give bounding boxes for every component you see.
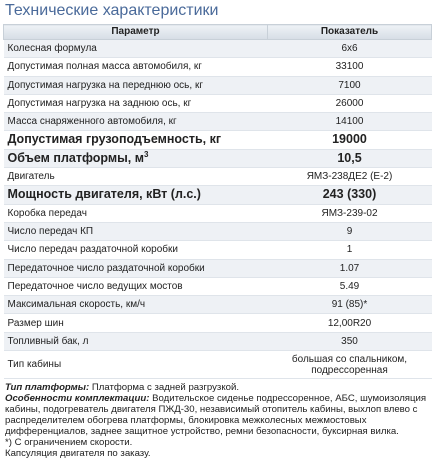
row-value: ЯМЗ-239-02 [268,204,432,222]
row-value: 26000 [268,94,432,112]
row-value: 33100 [268,58,432,76]
row-param: Колесная формула [4,40,268,58]
row-value: 7100 [268,76,432,94]
table-row [4,40,432,58]
table-row [4,296,432,314]
note-features [5,393,431,437]
note-footnote: *) С ограничением скорости. [5,437,133,449]
row-value: 91 (85)* [268,296,432,314]
row-param: Коробка передач [4,204,268,222]
note-platform-text: Платформа с задней разгрузкой. [89,382,239,394]
table-row [4,259,432,277]
note-platform-label: Тип платформы: [5,382,90,394]
row-param: Допустимая нагрузка на заднюю ось, кг [4,94,268,112]
table-row [4,76,432,94]
spec-table [3,24,432,379]
header-value: Показатель [268,25,432,40]
note-platform [5,382,431,393]
row-value: 243 (330) [268,186,432,204]
row-param: Максимальная скорость, км/ч [4,296,268,314]
row-param: Допустимая полная масса автомобиля, кг [4,58,268,76]
table-row [4,204,432,222]
table-row-highlight [4,186,432,204]
table-row [4,241,432,259]
row-value: 6х6 [268,40,432,58]
row-value: 14100 [268,113,432,131]
row-value: 9 [268,222,432,240]
row-value: 10,5 [268,149,432,167]
row-param [4,149,268,167]
row-value: 350 [268,332,432,350]
row-value: 19000 [268,131,432,149]
table-row [4,351,432,379]
row-param: Масса снаряженного автомобиля, кг [4,113,268,131]
row-param: Двигатель [4,168,268,186]
row-param: Размер шин [4,314,268,332]
table-row [4,222,432,240]
row-param: Мощность двигателя, кВт (л.с.) [4,186,268,204]
row-value: 12,00R20 [268,314,432,332]
page-title: Технические характеристики [5,2,219,19]
note-features-label: Особенности комплектации: [5,393,150,405]
table-row [4,113,432,131]
note-capsule: Капсуляция двигателя по заказу. [5,448,151,459]
row-param: Допустимая нагрузка на переднюю ось, кг [4,76,268,94]
table-row [4,332,432,350]
table-row [4,58,432,76]
table-row-highlight [4,131,432,149]
row-value: 1.07 [268,259,432,277]
header-parameter: Параметр [4,25,268,40]
row-param: Передаточное число ведущих мостов [4,277,268,295]
row-value: 5.49 [268,277,432,295]
row-param: Передаточное число раздаточной коробки [4,259,268,277]
row-value: большая со спальником, подрессоренная [268,351,432,379]
row-param: Тип кабины [4,351,268,379]
row-param: Число передач раздаточной коробки [4,241,268,259]
table-row-highlight [4,149,432,167]
row-value: 1 [268,241,432,259]
row-param-text: Объем платформы, м [7,151,144,166]
notes-section [3,382,431,459]
row-value: ЯМЗ-238ДЕ2 (Е-2) [268,168,432,186]
table-row [4,314,432,332]
table-header-row [4,25,432,40]
note-features-text: Водительское сиденье подрессоренное, АБС, шумоизоляция кабины, подогреватель двигателя ПЖД-30, независимый отопитель кабины, выхлоп влево с распределителем обогрева платформы, блокировка межколесных межмостовых дифференциалов, заднее защитное устройство, ремни безопасности, буксирная вилка. [5,393,427,438]
row-param: Допустимая грузоподъемность, кг [4,131,268,149]
table-row [4,94,432,112]
table-row [4,277,432,295]
row-param: Число передач КП [4,222,268,240]
row-param: Топливный бак, л [4,332,268,350]
table-row [4,168,432,186]
row-param-superscript: 3 [143,149,149,159]
